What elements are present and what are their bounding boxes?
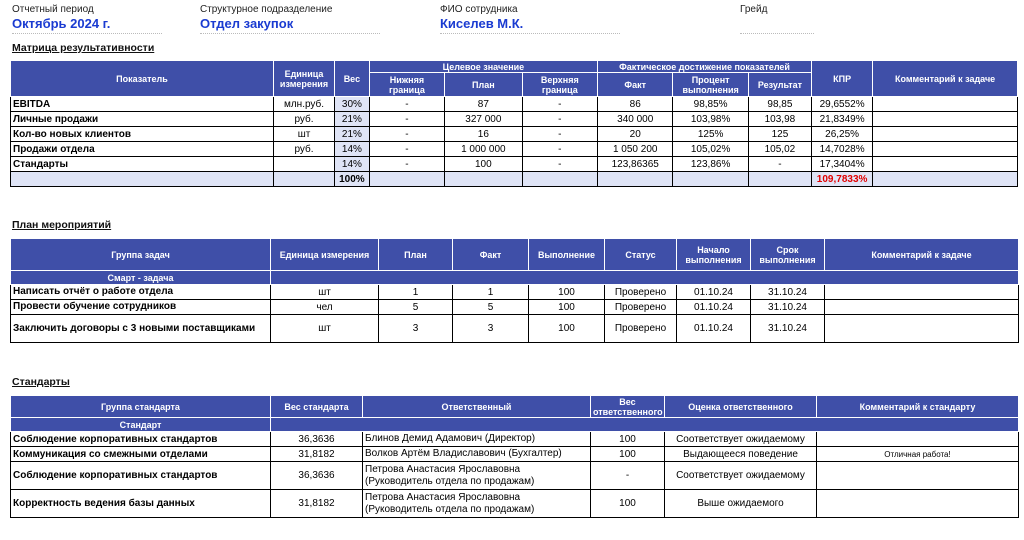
- matrix-cell-result: 105,02: [748, 142, 811, 157]
- plan-cell-unit[interactable]: чел: [271, 300, 379, 315]
- matrix-cell-fact[interactable]: 123,86365: [598, 157, 673, 172]
- matrix-cell-name: Личные продажи: [11, 112, 274, 127]
- plan-cell-start[interactable]: 01.10.24: [677, 300, 751, 315]
- matrix-total-unit: [273, 172, 334, 187]
- standards-cell-resp-weight[interactable]: 100: [591, 447, 665, 462]
- matrix-header-lower: Нижняя граница: [369, 73, 444, 97]
- matrix-cell-kpr: 21,8349%: [812, 112, 873, 127]
- matrix-cell-unit[interactable]: руб.: [273, 142, 334, 157]
- standards-cell-responsible: Волков Артём Владиславович (Бухгалтер): [363, 447, 591, 462]
- standards-cell-rating[interactable]: Выдающееся поведение: [665, 447, 817, 462]
- matrix-cell-fact[interactable]: 1 050 200: [598, 142, 673, 157]
- plan-cell-status[interactable]: Проверено: [605, 300, 677, 315]
- matrix-row: [11, 157, 1018, 172]
- plan-cell-name: Написать отчёт о работе отдела: [11, 285, 271, 300]
- matrix-header-kpr: КПР: [812, 61, 873, 97]
- matrix-header-fact: Факт: [598, 73, 673, 97]
- plan-header-deadline: Срок выполнения: [751, 239, 825, 271]
- plan-header-group: Группа задач: [11, 239, 271, 271]
- plan-subgroup-fill: [271, 271, 1019, 285]
- standards-cell-name: Соблюдение корпоративных стандартов: [11, 432, 271, 447]
- matrix-header-actual-group: Фактическое достижение показателей: [598, 61, 812, 73]
- standards-header-comment: Комментарий к стандарту: [817, 396, 1019, 418]
- matrix-total-percent: [673, 172, 748, 187]
- matrix-cell-kpr: 14,7028%: [812, 142, 873, 157]
- matrix-cell-comment[interactable]: [873, 112, 1018, 127]
- standards-cell-rating[interactable]: Соответствует ожидаемому: [665, 432, 817, 447]
- standards-row: [11, 447, 1019, 462]
- matrix-cell-unit[interactable]: млн.руб.: [273, 97, 334, 112]
- plan-cell-name: Провести обучение сотрудников: [11, 300, 271, 315]
- matrix-cell-weight[interactable]: 14%: [335, 142, 370, 157]
- plan-cell-comment[interactable]: [825, 315, 1019, 343]
- period-value[interactable]: Октябрь 2024 г.: [12, 16, 111, 31]
- matrix-cell-lower[interactable]: -: [369, 157, 444, 172]
- matrix-cell-unit[interactable]: шт: [273, 127, 334, 142]
- standards-cell-resp-weight[interactable]: 100: [591, 432, 665, 447]
- standards-cell-weight: 31,8182: [271, 490, 363, 518]
- standards-cell-name: Соблюдение корпоративных стандартов: [11, 462, 271, 490]
- matrix-cell-upper[interactable]: -: [522, 127, 597, 142]
- standards-row: [11, 490, 1019, 518]
- matrix-cell-lower[interactable]: -: [369, 127, 444, 142]
- standards-cell-resp-weight[interactable]: -: [591, 462, 665, 490]
- standards-cell-comment[interactable]: Отличная работа!: [817, 447, 1019, 462]
- standards-cell-comment[interactable]: [817, 462, 1019, 490]
- standards-cell-comment[interactable]: [817, 490, 1019, 518]
- period-label: Отчетный период: [12, 4, 94, 15]
- standards-table: [10, 395, 1019, 518]
- plan-subgroup: Смарт - задача: [11, 271, 271, 285]
- plan-header-fact: Факт: [453, 239, 529, 271]
- matrix-cell-name: Кол-во новых клиентов: [11, 127, 274, 142]
- standards-cell-weight: 31,8182: [271, 447, 363, 462]
- matrix-total-fact: [598, 172, 673, 187]
- matrix-cell-unit[interactable]: руб.: [273, 112, 334, 127]
- matrix-cell-upper[interactable]: -: [522, 112, 597, 127]
- standards-subgroup-fill: [271, 418, 1019, 432]
- plan-cell-name: Заключить договоры с 3 новыми поставщиками: [11, 315, 271, 343]
- matrix-cell-lower[interactable]: -: [369, 142, 444, 157]
- plan-table: [10, 238, 1019, 343]
- matrix-cell-plan[interactable]: 100: [445, 157, 522, 172]
- matrix-cell-fact[interactable]: 340 000: [598, 112, 673, 127]
- matrix-header-unit: Единица измерения: [273, 61, 334, 97]
- matrix-cell-upper[interactable]: -: [522, 157, 597, 172]
- matrix-cell-result: 98,85: [748, 97, 811, 112]
- standards-cell-weight: 36,3636: [271, 432, 363, 447]
- plan-cell-plan[interactable]: 3: [379, 315, 453, 343]
- matrix-cell-name: EBITDA: [11, 97, 274, 112]
- standards-header-rating: Оценка ответственного: [665, 396, 817, 418]
- period-underline: [12, 33, 162, 34]
- matrix-cell-percent: 123,86%: [673, 157, 748, 172]
- matrix-cell-percent: 98,85%: [673, 97, 748, 112]
- plan-cell-status[interactable]: Проверено: [605, 315, 677, 343]
- standards-cell-weight: 36,3636: [271, 462, 363, 490]
- plan-cell-deadline[interactable]: 31.10.24: [751, 285, 825, 300]
- matrix-title: Матрица результативности: [12, 42, 155, 54]
- matrix-cell-comment[interactable]: [873, 127, 1018, 142]
- matrix-cell-comment[interactable]: [873, 157, 1018, 172]
- standards-cell-responsible: Петрова Анастасия Ярославовна (Руководитель отдела по продажам): [363, 490, 591, 518]
- plan-cell-unit[interactable]: шт: [271, 315, 379, 343]
- plan-cell-fact[interactable]: 3: [453, 315, 529, 343]
- matrix-cell-name: Стандарты: [11, 157, 274, 172]
- dept-value[interactable]: Отдел закупок: [200, 16, 294, 31]
- grade-label: Грейд: [740, 4, 768, 15]
- matrix-cell-unit[interactable]: [273, 157, 334, 172]
- matrix-total-plan: [445, 172, 522, 187]
- matrix-total-comment: [873, 172, 1018, 187]
- plan-row: [11, 285, 1019, 300]
- matrix-cell-percent: 125%: [673, 127, 748, 142]
- matrix-cell-plan[interactable]: 87: [445, 97, 522, 112]
- matrix-row: [11, 142, 1018, 157]
- plan-cell-completion: 100: [529, 315, 605, 343]
- standards-cell-rating[interactable]: Выше ожидаемого: [665, 490, 817, 518]
- plan-cell-deadline[interactable]: 31.10.24: [751, 300, 825, 315]
- matrix-cell-result: 103,98: [748, 112, 811, 127]
- plan-header-comment: Комментарий к задаче: [825, 239, 1019, 271]
- matrix-cell-result: -: [748, 157, 811, 172]
- matrix-header-plan: План: [445, 73, 522, 97]
- standards-cell-name: Корректность ведения базы данных: [11, 490, 271, 518]
- plan-cell-completion: 100: [529, 300, 605, 315]
- plan-row: [11, 300, 1019, 315]
- matrix-cell-weight[interactable]: 30%: [335, 97, 370, 112]
- matrix-header-result: Результат: [748, 73, 811, 97]
- matrix-header-comment: Комментарий к задаче: [873, 61, 1018, 97]
- matrix-cell-percent: 105,02%: [673, 142, 748, 157]
- standards-cell-responsible: Петрова Анастасия Ярославовна (Руководитель отдела по продажам): [363, 462, 591, 490]
- matrix-header-upper: Верхняя граница: [522, 73, 597, 97]
- dept-label: Структурное подразделение: [200, 4, 333, 15]
- matrix-total-weight: 100%: [335, 172, 370, 187]
- plan-cell-plan[interactable]: 1: [379, 285, 453, 300]
- matrix-cell-upper[interactable]: -: [522, 97, 597, 112]
- matrix-header-percent: Процент выполнения: [673, 73, 748, 97]
- plan-cell-unit[interactable]: шт: [271, 285, 379, 300]
- plan-header-unit: Единица измерения: [271, 239, 379, 271]
- standards-header-weight: Вес стандарта: [271, 396, 363, 418]
- standards-cell-comment[interactable]: [817, 432, 1019, 447]
- plan-cell-completion: 100: [529, 285, 605, 300]
- matrix-cell-percent: 103,98%: [673, 112, 748, 127]
- matrix-row: [11, 97, 1018, 112]
- standards-header-group: Группа стандарта: [11, 396, 271, 418]
- employee-label: ФИО сотрудника: [440, 4, 518, 15]
- plan-header-start: Начало выполнения: [677, 239, 751, 271]
- employee-underline: [440, 33, 620, 34]
- matrix-total-name: [11, 172, 274, 187]
- matrix-total-lower: [369, 172, 444, 187]
- plan-cell-plan[interactable]: 5: [379, 300, 453, 315]
- plan-title: План мероприятий: [12, 219, 112, 231]
- matrix-table: [10, 60, 1018, 187]
- matrix-cell-weight[interactable]: 21%: [335, 112, 370, 127]
- matrix-cell-plan[interactable]: 1 000 000: [445, 142, 522, 157]
- standards-header-responsible: Ответственный: [363, 396, 591, 418]
- matrix-cell-name: Продажи отдела: [11, 142, 274, 157]
- matrix-header-weight: Вес: [335, 61, 370, 97]
- plan-cell-deadline[interactable]: 31.10.24: [751, 315, 825, 343]
- plan-cell-comment[interactable]: [825, 300, 1019, 315]
- plan-cell-fact[interactable]: 5: [453, 300, 529, 315]
- grade-underline[interactable]: [740, 33, 814, 34]
- standards-row: [11, 462, 1019, 490]
- matrix-header-indicator: Показатель: [11, 61, 274, 97]
- matrix-cell-kpr: 29,6552%: [812, 97, 873, 112]
- standards-header-resp-weight: Вес ответственного: [591, 396, 665, 418]
- matrix-cell-weight[interactable]: 14%: [335, 157, 370, 172]
- matrix-row: [11, 127, 1018, 142]
- matrix-cell-lower[interactable]: -: [369, 97, 444, 112]
- standards-row: [11, 432, 1019, 447]
- matrix-total-result: [748, 172, 811, 187]
- matrix-cell-comment[interactable]: [873, 97, 1018, 112]
- matrix-cell-upper[interactable]: -: [522, 142, 597, 157]
- matrix-total-upper: [522, 172, 597, 187]
- plan-cell-fact[interactable]: 1: [453, 285, 529, 300]
- plan-header-completion: Выполнение: [529, 239, 605, 271]
- matrix-cell-kpr: 26,25%: [812, 127, 873, 142]
- standards-cell-responsible: Блинов Демид Адамович (Директор): [363, 432, 591, 447]
- matrix-cell-plan[interactable]: 16: [445, 127, 522, 142]
- matrix-header-target: Целевое значение: [369, 61, 597, 73]
- employee-value[interactable]: Киселев М.К.: [440, 16, 524, 31]
- plan-cell-status[interactable]: Проверено: [605, 285, 677, 300]
- plan-cell-start[interactable]: 01.10.24: [677, 285, 751, 300]
- plan-cell-comment[interactable]: [825, 285, 1019, 300]
- matrix-cell-kpr: 17,3404%: [812, 157, 873, 172]
- standards-title: Стандарты: [12, 376, 70, 388]
- matrix-cell-comment[interactable]: [873, 142, 1018, 157]
- matrix-cell-result: 125: [748, 127, 811, 142]
- matrix-cell-fact[interactable]: 20: [598, 127, 673, 142]
- plan-cell-start[interactable]: 01.10.24: [677, 315, 751, 343]
- plan-header-plan: План: [379, 239, 453, 271]
- matrix-row: [11, 112, 1018, 127]
- standards-cell-rating[interactable]: Соответствует ожидаемому: [665, 462, 817, 490]
- standards-cell-resp-weight[interactable]: 100: [591, 490, 665, 518]
- matrix-cell-plan[interactable]: 327 000: [445, 112, 522, 127]
- matrix-cell-lower[interactable]: -: [369, 112, 444, 127]
- matrix-total-kpr: 109,7833%: [812, 172, 873, 187]
- standards-subgroup: Стандарт: [11, 418, 271, 432]
- matrix-cell-weight[interactable]: 21%: [335, 127, 370, 142]
- dept-underline: [200, 33, 380, 34]
- matrix-cell-fact[interactable]: 86: [598, 97, 673, 112]
- plan-header-status: Статус: [605, 239, 677, 271]
- standards-cell-name: Коммуникация со смежными отделами: [11, 447, 271, 462]
- plan-row: [11, 315, 1019, 343]
- matrix-total-row: [11, 172, 1018, 187]
